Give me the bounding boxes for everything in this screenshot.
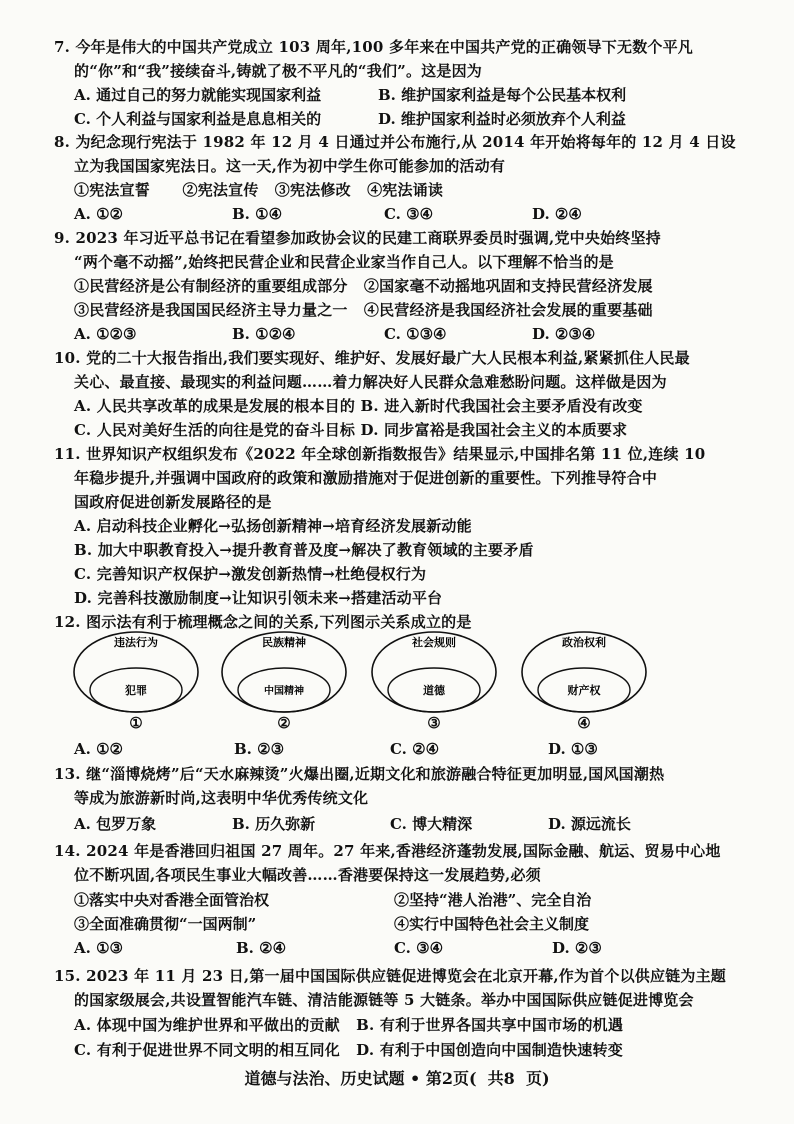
q13-option-a: A. 包罗万象 (74, 815, 157, 833)
q12-d1-outer: 违法行为 (114, 636, 158, 649)
q15-stem-line2: 的国家级展会,共设置智能汽车链、清洁能源链等 5 大链条。举办中国国际供应链促进博览会 (74, 991, 694, 1009)
q9-option-d: D. ②③④ (532, 325, 596, 343)
q12-diagram-4-number: ④ (577, 714, 591, 732)
q9-items-1-2: ①民营经济是公有制经济的重要组成部分 ②国家毫不动摇地巩固和支持民营经济发展 (74, 277, 653, 295)
q14-stem-line1: 14. 2024 年是香港回归祖国 27 周年。27 年来,香港经济蓬勃发展,国际金融、航运、贸易中心地 (54, 842, 721, 860)
q13-stem-line1: 13. 继“淄博烧烤”后“天水麻辣烫”火爆出圈,近期文化和旅游融合特征更加明显,国风国潮热 (54, 765, 665, 783)
q11-stem-line3: 国政府促进创新发展路径的是 (74, 493, 272, 511)
q15-options-cd: C. 有利于促进世界不同文明的相互同化 D. 有利于中国创造向中国制造快速转变 (74, 1041, 623, 1059)
q12-d2-inner: 中国精神 (264, 686, 304, 697)
q14-option-c: C. ③④ (394, 939, 444, 957)
q9-option-a: A. ①②③ (74, 325, 137, 343)
q14-item-1: ①落实中央对香港全面管治权 (74, 891, 270, 909)
q8-option-a: A. ①② (74, 205, 123, 223)
q15-stem-line1: 15. 2023 年 11 月 23 日,第一届中国国际供应链促进博览会在北京开幕,作为首个以供应链为主题 (54, 967, 726, 985)
q7-option-d: D. 维护国家利益时必须放弃个人利益 (378, 110, 626, 128)
q13-option-d: D. 源远流长 (548, 815, 631, 833)
q12-diagram-1 (74, 632, 198, 712)
q14-item-3: ③全面准确贯彻“一国两制” (74, 915, 257, 933)
q11-stem-line1: 11. 世界知识产权组织发布《2022 年全球创新指数报告》结果显示,中国排名第 11 位,连续 10 (54, 445, 706, 463)
q12-diagram-2 (222, 632, 346, 712)
q7-stem-line2: 的“你”和“我”接续奋斗,铸就了极不平凡的“我们”。这是因为 (74, 62, 482, 80)
q14-option-d: D. ②③ (552, 939, 602, 957)
q8-option-b: B. ①④ (232, 205, 283, 223)
q12-option-b: B. ②③ (234, 740, 285, 758)
q8-stem-line1: 8. 为纪念现行宪法于 1982 年 12 月 4 日通过并公布施行,从 2014 年开始将每年的 12 月 4 日设 (54, 133, 736, 151)
q12-diagram-1-number: ① (129, 714, 143, 732)
q12-d1-inner: 犯罪 (125, 684, 147, 697)
q8-stem-line2: 立为我国国家宪法日。这一天,作为初中学生你可能参加的活动有 (74, 157, 506, 175)
q11-option-d: D. 完善科技激励制度→让知识引领未来→搭建活动平台 (74, 589, 443, 607)
q11-option-a: A. 启动科技企业孵化→弘扬创新精神→培育经济发展新动能 (74, 517, 472, 535)
q10-stem-line1: 10. 党的二十大报告指出,我们要实现好、维护好、发展好最广大人民根本利益,紧紧抓住人民最 (54, 349, 690, 367)
q7-option-b: B. 维护国家利益是每个公民基本权利 (378, 86, 627, 104)
q12-diagram-4 (522, 632, 646, 712)
q7-stem-line1: 7. 今年是伟大的中国共产党成立 103 周年,100 多年来在中国共产党的正确领导下无数个平凡 (54, 38, 693, 56)
q10-options-cd: C. 人民对美好生活的向往是党的奋斗目标 D. 同步富裕是我国社会主义的本质要求 (74, 421, 628, 439)
q9-option-b: B. ①②④ (232, 325, 296, 343)
q14-option-b: B. ②④ (236, 939, 287, 957)
q7-option-c: C. 个人利益与国家利益是息息相关的 (74, 110, 322, 128)
q14-stem-line2: 位不断巩固,各项民生事业大幅改善……香港要保持这一发展趋势,必须 (74, 866, 541, 884)
q12-d2-outer: 民族精神 (262, 636, 306, 649)
q7-option-a: A. 通过自己的努力就能实现国家利益 (74, 86, 322, 104)
q12-diagram-2-number: ② (277, 714, 291, 732)
q15-options-ab: A. 体现中国为维护世界和平做出的贡献 B. 有利于世界各国共享中国市场的机遇 (74, 1016, 624, 1034)
q9-items-3-4: ③民营经济是我国国民经济主导力量之一 ④民营经济是我国经济社会发展的重要基础 (74, 301, 653, 319)
q11-option-b: B. 加大中职教育投入→提升教育普及度→解决了教育领域的主要矛盾 (74, 541, 534, 559)
page-footer: 道德与法治、历史试题 • 第2页( 共8 页) (244, 1069, 550, 1088)
q14-item-2: ②坚持“港人治港”、完全自治 (394, 891, 592, 909)
q10-stem-line2: 关心、最直接、最现实的利益问题……着力解决好人民群众急难愁盼问题。这样做是因为 (74, 373, 667, 391)
q12-option-a: A. ①② (74, 740, 123, 758)
q8-option-c: C. ③④ (384, 205, 434, 223)
q9-option-c: C. ①③④ (384, 325, 447, 343)
q10-options-ab: A. 人民共享改革的成果是发展的根本目的 B. 进入新时代我国社会主要矛盾没有改变 (74, 397, 643, 415)
q12-option-d: D. ①③ (548, 740, 598, 758)
q12-diagrams (60, 618, 760, 736)
q14-item-4: ④实行中国特色社会主义制度 (394, 915, 590, 933)
q12-diagram-3-number: ③ (427, 714, 441, 732)
q12-d4-inner: 财产权 (567, 684, 601, 697)
q11-option-c: C. 完善知识产权保护→激发创新热情→杜绝侵权行为 (74, 565, 427, 583)
q13-stem-line2: 等成为旅游新时尚,这表明中华优秀传统文化 (74, 789, 369, 807)
q14-option-a: A. ①③ (74, 939, 123, 957)
q13-option-b: B. 历久弥新 (232, 815, 316, 833)
q11-stem-line2: 年稳步提升,并强调中国政府的政策和激励措施对于促进创新的重要性。下列推导符合中 (74, 469, 658, 487)
q12-diagram-3 (372, 632, 496, 712)
q12-d4-outer: 政治权利 (562, 636, 606, 649)
q12-stem: 12. 图示法有利于梳理概念之间的关系,下列图示关系成立的是 (54, 613, 472, 631)
q9-stem-line2: “两个毫不动摇”,始终把民营企业和民营企业家当作自己人。以下理解不恰当的是 (74, 253, 614, 271)
q12-option-c: C. ②④ (390, 740, 440, 758)
q12-d3-inner: 道德 (423, 684, 445, 697)
q9-stem-line1: 9. 2023 年习近平总书记在看望参加政协会议的民建工商联界委员时强调,党中央始终坚持 (54, 229, 661, 247)
q8-option-d: D. ②④ (532, 205, 582, 223)
q13-option-c: C. 博大精深 (390, 815, 473, 833)
q8-items: ①宪法宣誓 ②宪法宣传 ③宪法修改 ④宪法诵读 (74, 181, 444, 199)
q12-d3-outer: 社会规则 (412, 636, 456, 649)
